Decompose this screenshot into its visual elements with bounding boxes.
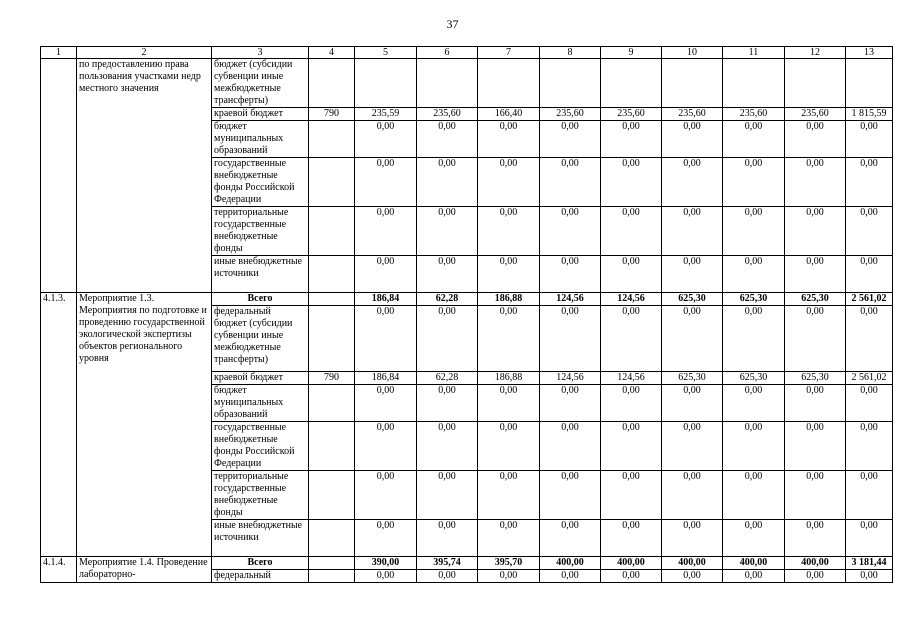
code-cell [309,306,355,372]
code-cell: 790 [309,372,355,385]
code-cell [309,385,355,422]
value-cell: 0,00 [662,520,723,557]
value-cell: 0,00 [478,471,540,520]
value-cell: 0,00 [846,207,893,256]
total-value: 2 561,02 [846,293,893,306]
value-cell: 0,00 [601,520,662,557]
funding-source: бюджет муниципальных образований [212,385,309,422]
value-cell: 0,00 [662,471,723,520]
column-header: 8 [540,47,601,59]
table-row [41,59,893,108]
code-cell [309,570,355,583]
value-cell: 0,00 [662,570,723,583]
total-value: 186,88 [478,293,540,306]
code-cell [309,471,355,520]
funding-source: бюджет муниципальных образований [212,121,309,158]
total-value: 395,74 [417,557,478,570]
measure-id: 4.1.4. [41,557,77,583]
value-cell [540,59,601,108]
value-cell: 0,00 [601,306,662,372]
value-cell [355,59,417,108]
code-cell [309,59,355,108]
code-cell [309,158,355,207]
value-cell: 124,56 [601,372,662,385]
total-value: 625,30 [723,293,785,306]
value-cell: 0,00 [846,256,893,293]
value-cell: 0,00 [723,256,785,293]
value-cell: 0,00 [723,158,785,207]
total-label: Всего [212,557,309,570]
value-cell: 62,28 [417,372,478,385]
value-cell: 235,60 [417,108,478,121]
value-cell: 0,00 [601,207,662,256]
value-cell: 0,00 [540,121,601,158]
measure-title: Мероприятие 1.4. Проведение лабораторно- [77,557,212,583]
measure-title: по предоставлению права пользования участками недр местного значения [77,59,212,293]
total-value: 62,28 [417,293,478,306]
value-cell: 0,00 [478,207,540,256]
value-cell: 0,00 [540,207,601,256]
value-cell: 0,00 [355,256,417,293]
measure-id [41,59,77,293]
column-header: 5 [355,47,417,59]
value-cell: 0,00 [662,306,723,372]
value-cell: 0,00 [540,520,601,557]
total-value: 395,70 [478,557,540,570]
total-value: 625,30 [785,293,846,306]
value-cell: 0,00 [478,256,540,293]
value-cell: 0,00 [785,570,846,583]
value-cell: 0,00 [785,306,846,372]
column-header: 11 [723,47,785,59]
value-cell: 0,00 [540,385,601,422]
value-cell [785,59,846,108]
value-cell: 0,00 [662,158,723,207]
value-cell: 0,00 [417,520,478,557]
value-cell: 0,00 [540,570,601,583]
total-value: 400,00 [540,557,601,570]
value-cell: 0,00 [601,471,662,520]
value-cell [723,59,785,108]
code-cell: 790 [309,108,355,121]
value-cell: 0,00 [478,158,540,207]
total-row [41,557,893,570]
value-cell: 0,00 [846,570,893,583]
total-value: 390,00 [355,557,417,570]
value-cell: 0,00 [662,121,723,158]
column-header: 1 [41,47,77,59]
value-cell [846,59,893,108]
column-header: 9 [601,47,662,59]
funding-source: федеральный бюджет (субсидии субвенции иные межбюджетные трансферты) [212,306,309,372]
funding-source: бюджет (субсидии субвенции иные межбюджетные трансферты) [212,59,309,108]
total-value: 400,00 [723,557,785,570]
header-row [41,47,893,59]
value-cell: 0,00 [355,422,417,471]
value-cell: 0,00 [355,306,417,372]
value-cell: 0,00 [846,158,893,207]
value-cell: 0,00 [417,158,478,207]
value-cell: 0,00 [417,306,478,372]
code-cell [309,121,355,158]
column-header: 13 [846,47,893,59]
code-cell [309,422,355,471]
value-cell: 235,60 [601,108,662,121]
total-value: 186,84 [355,293,417,306]
total-value: 400,00 [785,557,846,570]
column-header: 7 [478,47,540,59]
value-cell: 2 561,02 [846,372,893,385]
value-cell: 0,00 [785,158,846,207]
value-cell: 0,00 [417,570,478,583]
column-header: 10 [662,47,723,59]
measure-id: 4.1.3. [41,293,77,557]
value-cell: 0,00 [662,207,723,256]
value-cell: 235,60 [540,108,601,121]
page-number: 37 [446,17,459,31]
value-cell: 0,00 [478,422,540,471]
value-cell: 235,60 [723,108,785,121]
column-header: 4 [309,47,355,59]
value-cell: 0,00 [417,256,478,293]
value-cell: 0,00 [846,121,893,158]
funding-source: федеральный [212,570,309,583]
value-cell: 0,00 [478,570,540,583]
value-cell: 0,00 [846,471,893,520]
value-cell: 0,00 [785,520,846,557]
value-cell: 235,60 [785,108,846,121]
funding-source: иные внебюджетные источники [212,256,309,293]
value-cell: 186,88 [478,372,540,385]
total-value: 124,56 [540,293,601,306]
value-cell: 0,00 [540,306,601,372]
value-cell: 0,00 [662,422,723,471]
value-cell [417,59,478,108]
total-value: 400,00 [601,557,662,570]
value-cell: 0,00 [601,121,662,158]
code-cell [309,256,355,293]
value-cell: 0,00 [355,158,417,207]
value-cell: 124,56 [540,372,601,385]
value-cell: 0,00 [355,121,417,158]
total-label: Всего [212,293,309,306]
value-cell: 625,30 [662,372,723,385]
value-cell: 0,00 [723,121,785,158]
column-header: 12 [785,47,846,59]
column-header: 3 [212,47,309,59]
value-cell: 0,00 [601,256,662,293]
value-cell [478,59,540,108]
value-cell: 0,00 [355,207,417,256]
value-cell: 0,00 [417,422,478,471]
value-cell: 0,00 [417,207,478,256]
funding-source: территориальные государственные внебюджетные фонды [212,471,309,520]
value-cell: 186,84 [355,372,417,385]
value-cell: 0,00 [662,256,723,293]
value-cell: 0,00 [478,385,540,422]
measure-title: Мероприятие 1.3. Мероприятия по подготовке и проведению государственной экологической экспертизы объектов регионального уровня [77,293,212,557]
value-cell: 0,00 [723,422,785,471]
value-cell: 0,00 [785,207,846,256]
code-cell [309,520,355,557]
column-header: 2 [77,47,212,59]
value-cell: 0,00 [723,520,785,557]
value-cell: 166,40 [478,108,540,121]
value-cell: 0,00 [785,471,846,520]
value-cell: 0,00 [478,520,540,557]
value-cell: 235,60 [662,108,723,121]
value-cell: 0,00 [601,158,662,207]
value-cell: 0,00 [723,306,785,372]
value-cell: 0,00 [723,471,785,520]
value-cell: 0,00 [785,256,846,293]
value-cell: 0,00 [601,422,662,471]
value-cell: 625,30 [723,372,785,385]
value-cell: 0,00 [846,385,893,422]
value-cell [601,59,662,108]
value-cell: 0,00 [540,256,601,293]
value-cell: 0,00 [785,385,846,422]
value-cell: 0,00 [662,385,723,422]
value-cell: 0,00 [355,385,417,422]
funding-source: иные внебюджетные источники [212,520,309,557]
code-cell [309,293,355,306]
total-value: 400,00 [662,557,723,570]
value-cell: 0,00 [723,207,785,256]
funding-source: краевой бюджет [212,372,309,385]
funding-source: государственные внебюджетные фонды Российской Федерации [212,422,309,471]
code-cell [309,557,355,570]
value-cell: 235,59 [355,108,417,121]
value-cell: 0,00 [601,570,662,583]
value-cell: 0,00 [846,306,893,372]
value-cell: 625,30 [785,372,846,385]
value-cell: 0,00 [355,570,417,583]
value-cell: 0,00 [723,385,785,422]
total-value: 3 181,44 [846,557,893,570]
value-cell: 0,00 [785,121,846,158]
value-cell: 0,00 [723,570,785,583]
funding-source: краевой бюджет [212,108,309,121]
value-cell: 0,00 [846,520,893,557]
total-value: 625,30 [662,293,723,306]
value-cell: 0,00 [785,422,846,471]
total-value: 124,56 [601,293,662,306]
value-cell: 0,00 [478,121,540,158]
value-cell: 0,00 [540,422,601,471]
total-row [41,293,893,306]
value-cell [662,59,723,108]
value-cell: 0,00 [355,471,417,520]
code-cell [309,207,355,256]
value-cell: 0,00 [846,422,893,471]
value-cell: 0,00 [601,385,662,422]
value-cell: 0,00 [417,121,478,158]
value-cell: 0,00 [417,385,478,422]
value-cell: 0,00 [540,158,601,207]
value-cell: 0,00 [417,471,478,520]
value-cell: 1 815,59 [846,108,893,121]
funding-source: государственные внебюджетные фонды Российской Федерации [212,158,309,207]
column-header: 6 [417,47,478,59]
value-cell: 0,00 [540,471,601,520]
value-cell: 0,00 [355,520,417,557]
funding-source: территориальные государственные внебюджетные фонды [212,207,309,256]
budget-table [40,46,893,583]
value-cell: 0,00 [478,306,540,372]
